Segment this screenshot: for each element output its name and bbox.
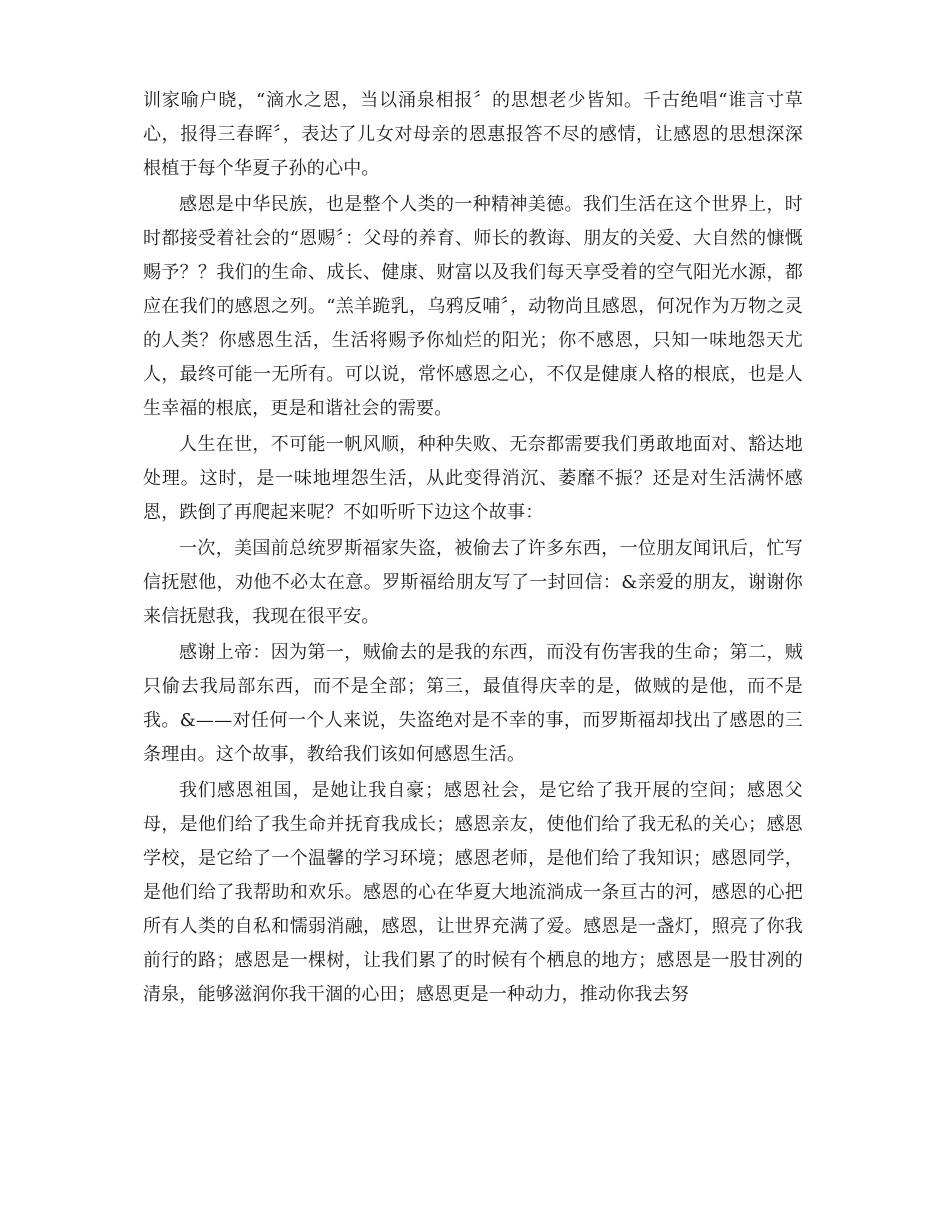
paragraph-1: 训家喻户晓，“滴水之恩，当以涌泉相报〞的思想老少皆知。千古绝唱“谁言寸草心，报得三春晖〞，表达了儿女对母亲的恩惠报答不尽的感情，让感恩的思想深深根植于每个华夏子孙的心中。 [143,90,803,179]
paragraph-3: 人生在世，不可能一帆风顺，种种失败、无奈都需要我们勇敢地面对、豁达地处理。这时，是一味地埋怨生活，从此变得消沉、萎靡不振？还是对生活满怀感恩，跌倒了再爬起来呢？不如听听下边这个故事： [143,434,803,523]
paragraph-2: 感恩是中华民族，也是整个人类的一种精神美德。我们生活在这个世界上，时时都接受着社会的“恩赐〞：父母的养育、师长的教诲、朋友的关爱、大自然的慷慨赐予？？我们的生命、成长、健康、财富以及我们每天享受着的空气阳光水源，都应在我们的感恩之列。“羔羊跪乳，乌鸦反哺〞，动物尚且感恩，何况作为万物之灵的人类？你感恩生活，生活将赐予你灿烂的阳光；你不感恩，只知一味地怨天尤人，最终可能一无所有。可以说，常怀感恩之心，不仅是健康人格的根底，也是人生幸福的根底，更是和谐社会的需要。 [143,194,803,419]
paragraph-6: 我们感恩祖国，是她让我自豪；感恩社会，是它给了我开展的空间；感恩父母，是他们给了我生命并抚育我成长；感恩亲友，使他们给了我无私的关心；感恩学校，是它给了一个温馨的学习环境；感恩老师，是他们给了我知识；感恩同学，是他们给了我帮助和欢乐。感恩的心在华夏大地流淌成一条亘古的河，感恩的心把所有人类的自私和懦弱消融，感恩，让世界充满了爱。感恩是一盏灯，照亮了你我前行的路；感恩是一棵树，让我们累了的时候有个栖息的地方；感恩是一股甘冽的清泉，能够滋润你我干涸的心田；感恩更是一种动力，推动你我去努 [143,780,803,1005]
paragraph-5: 感谢上帝：因为第一，贼偷去的是我的东西，而没有伤害我的生命；第二，贼只偷去我局部东西，而不是全部；第三，最值得庆幸的是，做贼的是他，而不是我。&——对任何一个人来说，失盗绝对是不幸的事，而罗斯福却找出了感恩的三条理由。这个故事，教给我们该如何感恩生活。 [143,642,803,765]
paragraph-4: 一次，美国前总统罗斯福家失盗，被偷去了许多东西，一位朋友闻讯后，忙写信抚慰他，劝他不必太在意。罗斯福给朋友写了一封回信：&亲爱的朋友，谢谢你来信抚慰我，我现在很平安。 [143,538,803,627]
document-body [143,84,803,1014]
